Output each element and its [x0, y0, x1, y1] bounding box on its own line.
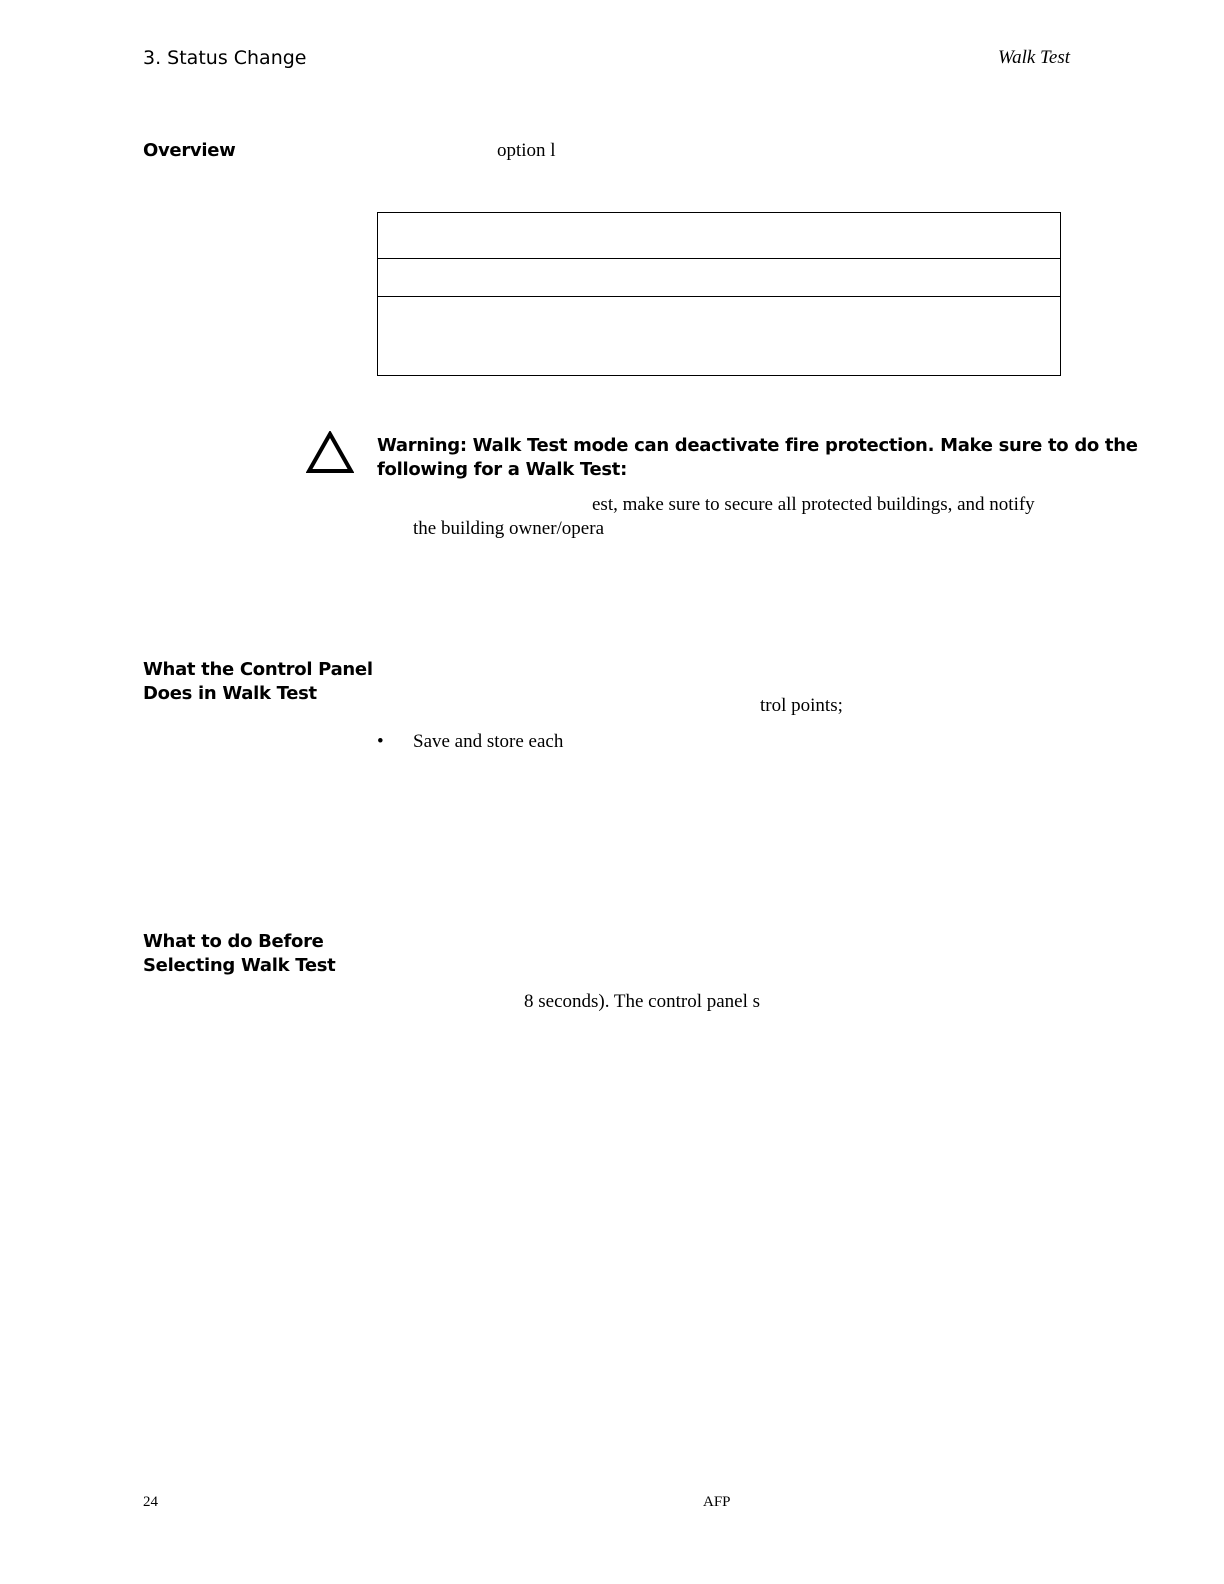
- page-number: 24: [143, 1494, 158, 1510]
- running-section-title: Walk Test: [998, 47, 1070, 68]
- before-walk-test-text-fragment: 8 seconds). The control panel s: [524, 991, 761, 1012]
- control-panel-heading: [143, 658, 373, 706]
- document-id: AFP: [703, 1494, 731, 1510]
- chapter-title: 3. Status Change: [143, 47, 307, 69]
- bullet-item-text: Save and store each: [413, 731, 564, 752]
- table-row: [378, 259, 1060, 297]
- warning-line-1: Warning: Walk Test mode can deactivate fire protection. Make sure to do the: [377, 435, 1138, 456]
- before-walk-test-heading-line-2: Selecting Walk Test: [143, 955, 336, 976]
- warning-item-fragment-continued: the building owner/opera: [413, 518, 605, 539]
- overview-heading: Overview: [143, 140, 236, 161]
- bullet-marker: •: [377, 731, 384, 752]
- empty-table: [377, 212, 1061, 376]
- before-walk-test-heading: [143, 930, 335, 978]
- control-panel-heading-line-2: Does in Walk Test: [143, 683, 317, 704]
- before-walk-test-heading-line-1: What to do Before: [143, 931, 324, 952]
- overview-text-fragment: option l: [497, 140, 556, 161]
- control-panel-text-fragment: trol points;: [760, 695, 843, 716]
- warning-message: [377, 434, 1138, 482]
- warning-line-2: following for a Walk Test:: [377, 459, 628, 480]
- table-row: [378, 297, 1060, 375]
- warning-triangle-icon: [306, 431, 354, 475]
- table-row: [378, 213, 1060, 259]
- control-panel-heading-line-1: What the Control Panel: [143, 659, 373, 680]
- warning-item-fragment: est, make sure to secure all protected buildings, and notify: [592, 494, 1035, 515]
